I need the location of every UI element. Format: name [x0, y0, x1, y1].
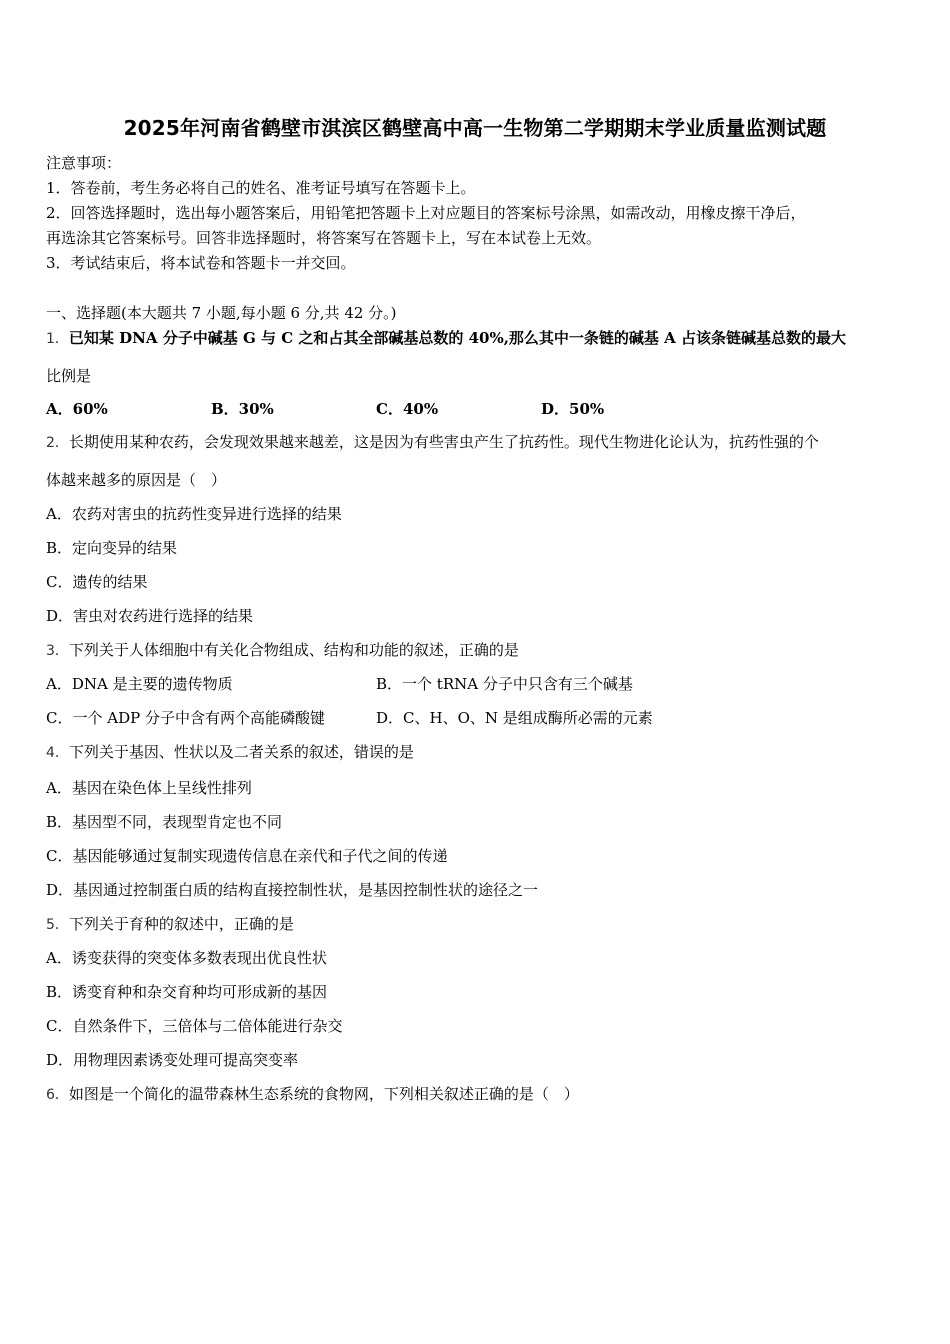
answer-option[interactable]: C．基因能够通过复制实现遗传信息在亲代和子代之间的传递: [46, 847, 448, 865]
answer-option[interactable]: B．诱变育种和杂交育种均可形成新的基因: [46, 983, 328, 1001]
question-text: 已知某 DNA 分子中碱基 G 与 C 之和占其全部碱基总数的 40%,那么其中一条链的碱基 A 占该条链碱基总数的最大: [68, 329, 847, 347]
question-text: 下列关于人体细胞中有关化合物组成、结构和功能的叙述，正确的是: [68, 641, 519, 659]
question-5: [46, 913, 294, 934]
question-number: 6．: [46, 1087, 69, 1103]
question-text: 下列关于育种的叙述中，正确的是: [68, 915, 294, 933]
question-text: 长期使用某种农药，会发现效果越来越差，这是因为有些害虫产生了抗药性。现代生物进化论认为，抗药性强的个: [68, 433, 819, 451]
answer-option[interactable]: C．40%: [376, 400, 439, 418]
answer-option[interactable]: D．50%: [541, 400, 605, 418]
question-3: [46, 639, 519, 660]
question-text-continued: 体越来越多的原因是（ ）: [46, 471, 227, 489]
answer-option[interactable]: C．遗传的结果: [46, 573, 148, 591]
answer-option[interactable]: A．基因在染色体上呈线性排列: [46, 779, 252, 797]
question-text: 如图是一个简化的温带森林生态系统的食物网，下列相关叙述正确的是（ ）: [68, 1085, 579, 1103]
answer-option[interactable]: C．一个 ADP 分子中含有两个高能磷酸键: [46, 709, 325, 727]
question-number: 1．: [46, 331, 69, 347]
answer-option[interactable]: B．一个 tRNA 分子中只含有三个碱基: [376, 675, 633, 693]
answer-option[interactable]: A．60%: [46, 400, 108, 418]
answer-option[interactable]: B．30%: [211, 400, 274, 418]
question-text-continued: 比例是: [46, 367, 92, 385]
notice-item: 3．考试结束后，将本试卷和答题卡一并交回。: [46, 254, 356, 272]
answer-option[interactable]: D．基因通过控制蛋白质的结构直接控制性状，是基因控制性状的途径之一: [46, 881, 539, 899]
answer-option[interactable]: C．自然条件下，三倍体与二倍体能进行杂交: [46, 1017, 343, 1035]
answer-option[interactable]: D．C、H、O、N 是组成酶所必需的元素: [376, 709, 653, 727]
notice-heading: 注意事项：: [46, 154, 122, 172]
question-number: 2．: [46, 435, 69, 451]
answer-option[interactable]: B．定向变异的结果: [46, 539, 178, 557]
question-6: [46, 1083, 579, 1104]
question-text: 下列关于基因、性状以及二者关系的叙述，错误的是: [68, 743, 414, 761]
question-number: 4．: [46, 745, 69, 761]
answer-option[interactable]: A．农药对害虫的抗药性变异进行选择的结果: [46, 505, 342, 523]
answer-option[interactable]: A．DNA 是主要的遗传物质: [46, 675, 233, 693]
notice-item: 再选涂其它答案标号。回答非选择题时，将答案写在答题卡上，写在本试卷上无效。: [46, 229, 602, 247]
answer-option[interactable]: A．诱变获得的突变体多数表现出优良性状: [46, 949, 327, 967]
notice-item: 2．回答选择题时，选出每小题答案后，用铅笔把答题卡上对应题目的答案标号涂黑，如需改动，用橡皮擦干净后，: [46, 204, 806, 222]
question-1: [46, 327, 846, 348]
question-4: [46, 741, 414, 762]
section-heading: 一、选择题(本大题共 7 小题,每小题 6 分,共 42 分。): [46, 304, 397, 322]
page-title: 2025年河南省鹤壁市淇滨区鹤壁高中高一生物第二学期期末学业质量监测试题: [123, 116, 827, 140]
answer-option[interactable]: D．害虫对农药进行选择的结果: [46, 607, 254, 625]
question-number: 5．: [46, 917, 69, 933]
question-2: [46, 431, 819, 452]
notice-item: 1．答卷前，考生务必将自己的姓名、准考证号填写在答题卡上。: [46, 179, 476, 197]
answer-option[interactable]: D．用物理因素诱变处理可提高突变率: [46, 1051, 299, 1069]
question-number: 3．: [46, 643, 69, 659]
answer-option[interactable]: B．基因型不同，表现型肯定也不同: [46, 813, 283, 831]
